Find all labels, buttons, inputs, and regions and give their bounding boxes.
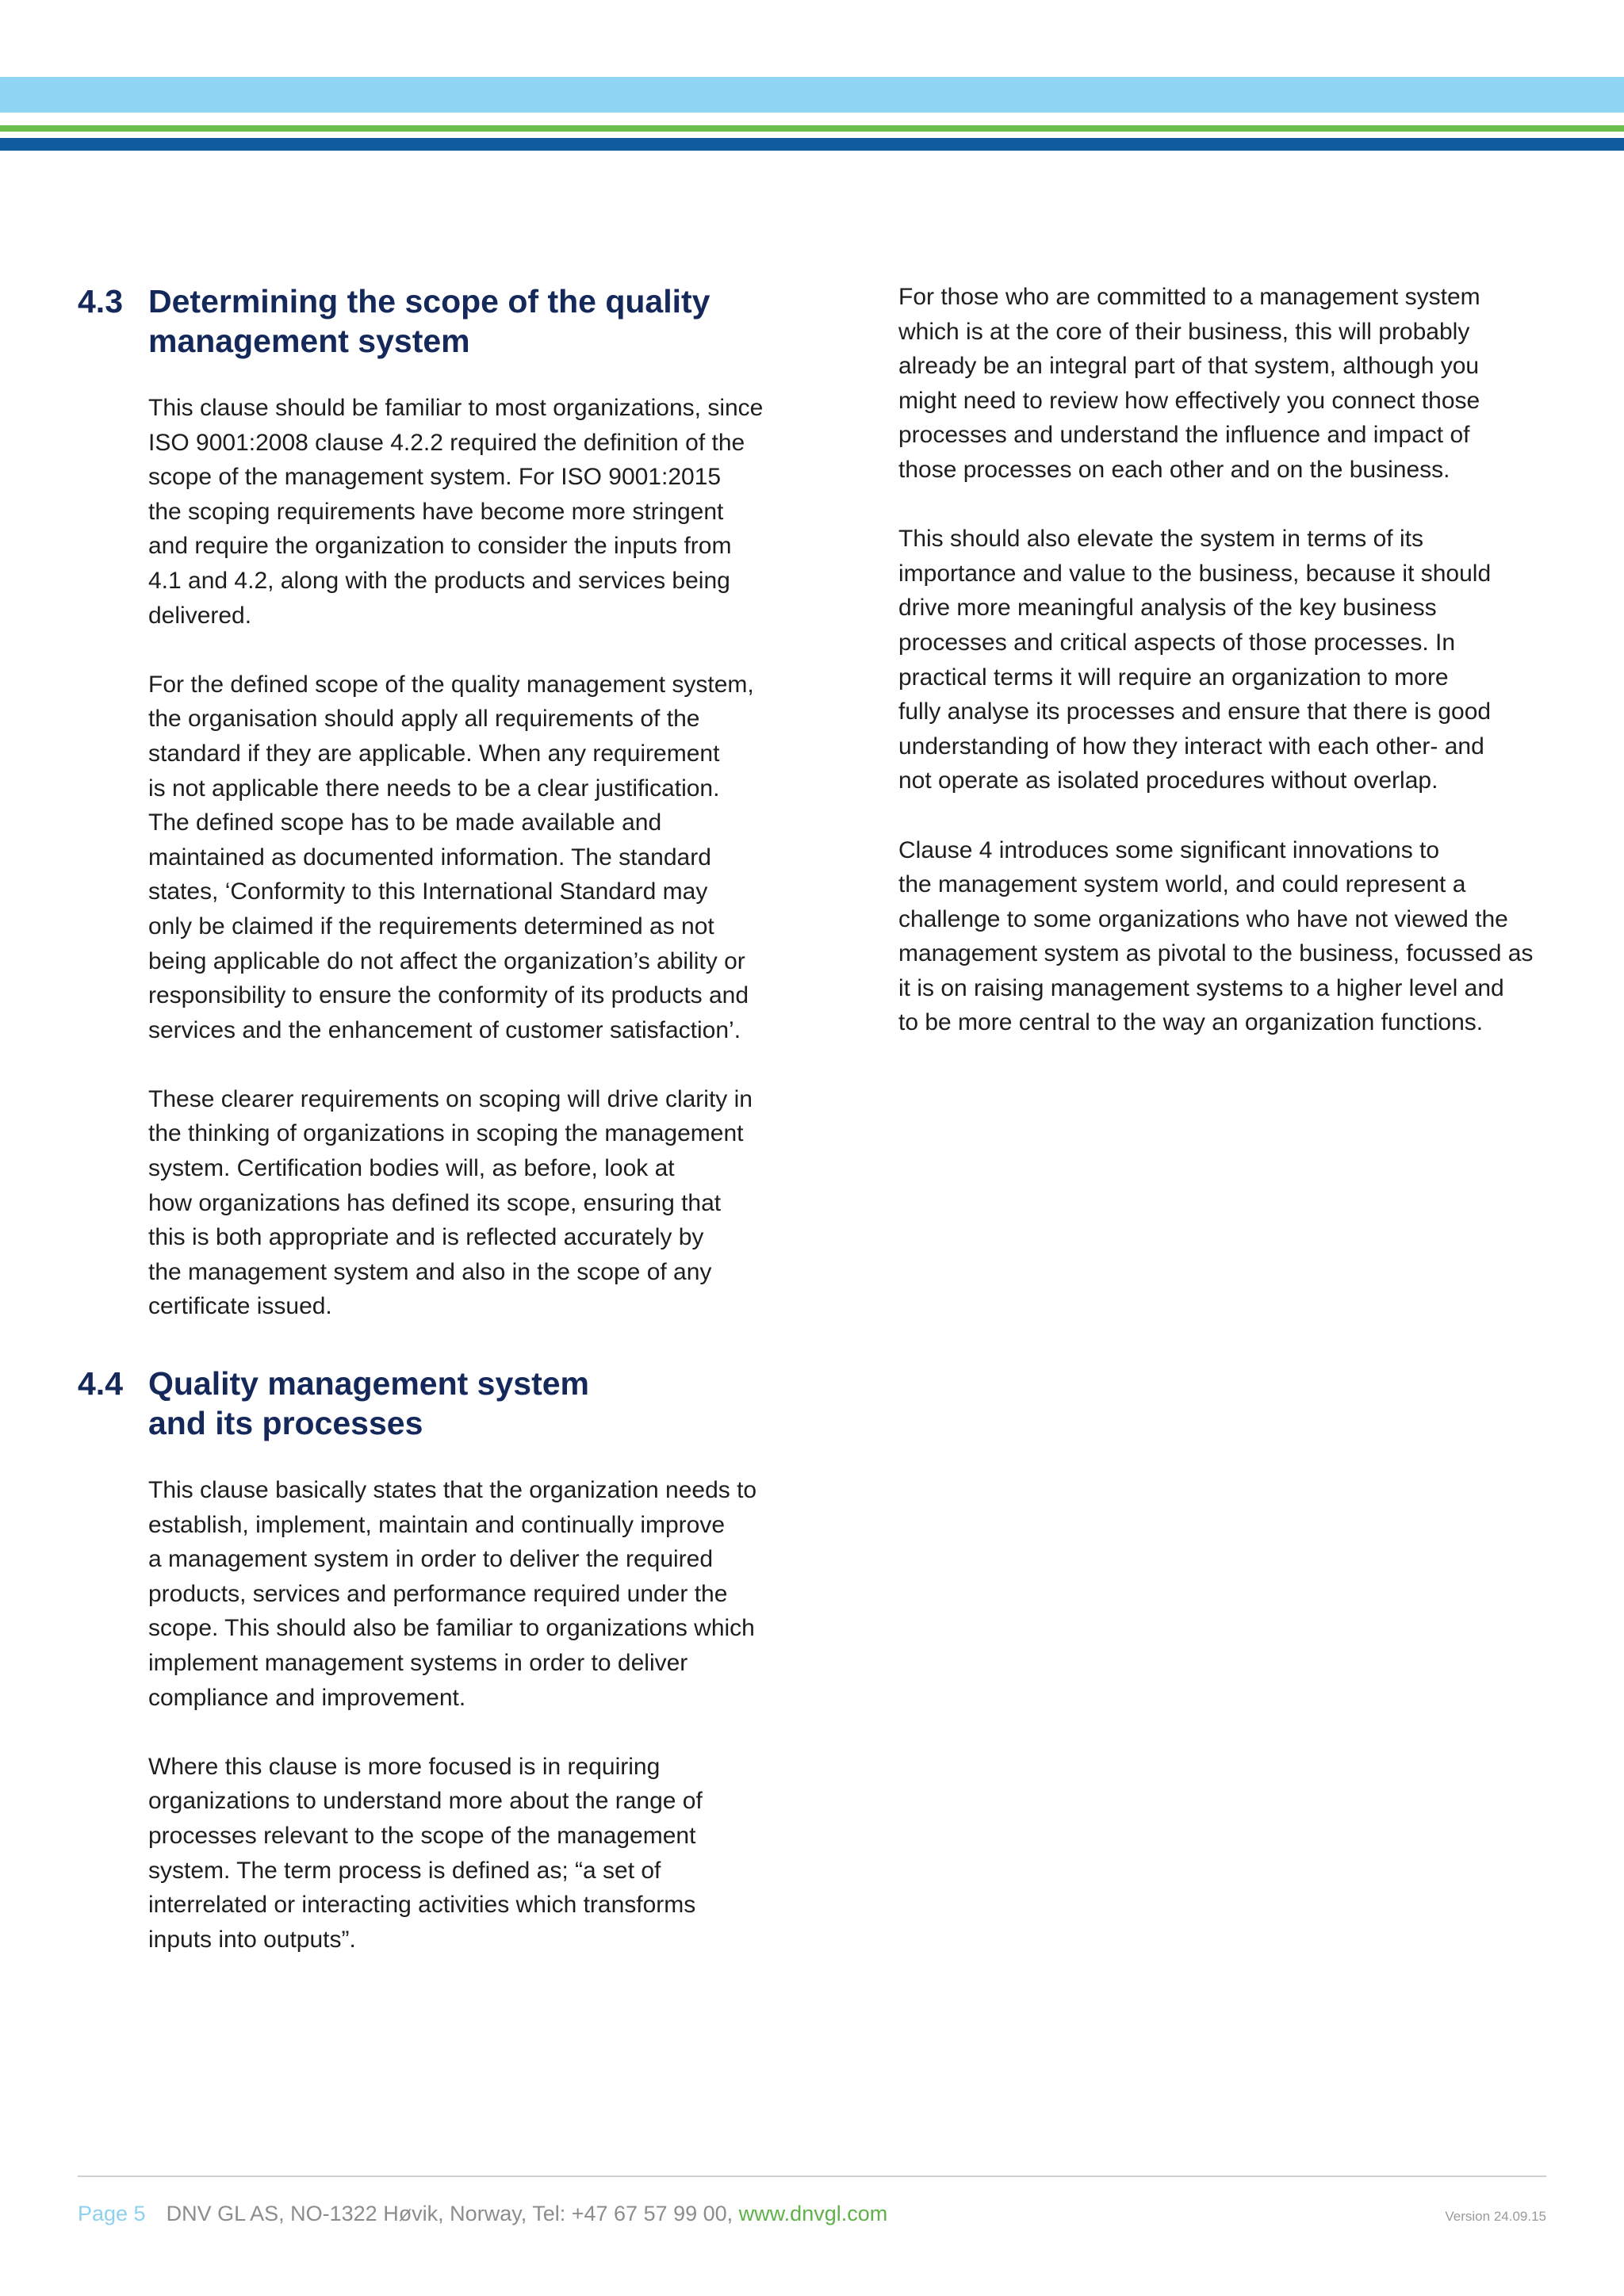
header-band-sky <box>0 77 1624 113</box>
section-title: Quality management system and its processes <box>148 1365 589 1442</box>
paragraph: These clearer requirements on scoping will drive clarity in the thinking of organizations in scoping the management system. Certification bodies will, as before, look at how organizations has defined its scope, ensuring that this is both appropriate and is reflected accurately by the management system and also in the scope of any certificate issued. <box>148 1085 753 1320</box>
paragraph: This clause basically states that the organization needs to establish, implement, maintain and continually improve a management system in order to deliver the required products, services and performance required under the scope. This should also be familiar to organizations which implement management systems in order to deliver compliance and improvement. <box>148 1477 757 1711</box>
section-4-3-heading <box>78 281 807 361</box>
left-column <box>78 281 807 1992</box>
footer-divider <box>78 2175 1546 2177</box>
page-number: Page 5 <box>78 2202 146 2225</box>
paragraph: For those who are committed to a management system which is at the core of their business, this will probably already be an integral part of that system, although you might need to review how effectively you connect those processes and understand the influence and impact of those processes on each other and on the business. <box>898 284 1480 483</box>
paragraph: Where this clause is more focused is in requiring organizations to understand more about the range of processes relevant to the scope of the management system. The term process is defined as; “a set of interrelated or interacting activities which transforms inputs into outputs”. <box>148 1753 703 1953</box>
page-footer <box>78 2198 1546 2229</box>
paragraph: This should also elevate the system in terms of its importance and value to the business, because it should drive more meaningful analysis of the key business processes and critical aspects of those processes. In practical terms it will require an organization to more fully analyse its processes and ensure that there is good understanding of how they interact with each other- and not operate as isolated procedures without overlap. <box>898 526 1492 794</box>
header-band-green <box>0 125 1624 132</box>
section-title: Determining the scope of the quality management system <box>148 283 710 359</box>
right-column <box>898 281 1557 1075</box>
website-link[interactable]: www.dnvgl.com <box>738 2202 888 2225</box>
section-4-4-heading <box>78 1364 807 1443</box>
paragraph: For the defined scope of the quality management system, the organisation should apply all requirements of the standard if they are applicable. When any requirement is not applicable there needs to be a clear justification. The defined scope has to be made available and maintained as documented information. The standard states, ‘Conformity to this International Standard may only be claimed if the requirements determined as not being applicable do not affect the organization’s ability or responsibility to ensure the conformity of its products and services and the enhancement of customer satisfaction’. <box>148 671 754 1043</box>
paragraph: This clause should be familiar to most organizations, since ISO 9001:2008 clause 4.2.2 required the definition of the scope of the management system. For ISO 9001:2015 the scoping requirements have become more stringent and require the organization to consider the inputs from 4.1 and 4.2, along with the products and services being delivered. <box>148 395 764 629</box>
section-number: 4.4 <box>78 1365 123 1402</box>
section-number: 4.3 <box>78 283 123 320</box>
paragraph: Clause 4 introduces some significant innovations to the management system world, and could represent a challenge to some organizations who have not viewed the management system as pivotal to the business, focussed as it is on raising management systems to a higher level and to be more central to the way an organization functions. <box>898 836 1534 1036</box>
version-label: Version 24.09.15 <box>1445 2209 1546 2224</box>
header-band-blue <box>0 138 1624 151</box>
company-info: DNV GL AS, NO-1322 Høvik, Norway, Tel: +47 67 57 99 00, <box>166 2202 739 2225</box>
